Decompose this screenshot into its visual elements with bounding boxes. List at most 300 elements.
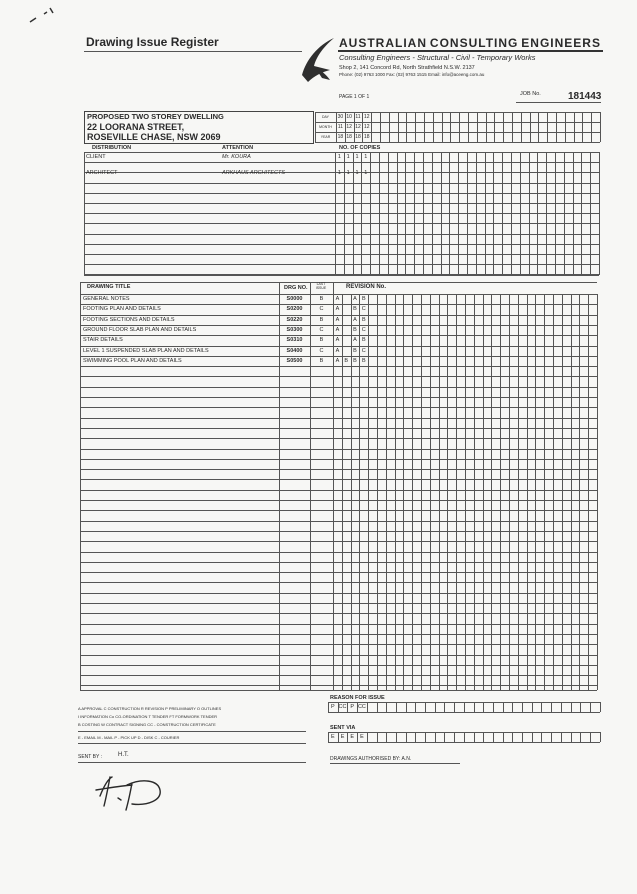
dist-col-rule (370, 152, 371, 275)
reason-grid-col (551, 702, 552, 712)
dist-col-rule (564, 152, 565, 275)
dist-col-rule (467, 152, 468, 275)
date-grid-vline (547, 112, 548, 142)
draw-rev-col-rule (368, 294, 369, 690)
draw-rev-col-rule (571, 294, 572, 690)
date-grid-vline (450, 112, 451, 142)
draw-rev-col-rule (342, 294, 343, 690)
draw-row-rule (80, 552, 597, 553)
dist-row-rule (84, 213, 599, 214)
drawing-number: S0000 (286, 296, 303, 302)
reason-grid-col (474, 702, 475, 712)
reason-grid-col (454, 702, 455, 712)
sent-via-label: SENT VIA (330, 725, 356, 731)
drawing-title: SWIMMING POOL PLAN AND DETAILS (83, 357, 182, 364)
draw-row-rule (80, 315, 597, 316)
dist-col-rule (379, 152, 380, 275)
dist-col-rule (441, 152, 442, 275)
draw-row-rule (80, 582, 597, 583)
reason-grid-col (571, 702, 572, 712)
sentvia-grid-col (503, 732, 504, 742)
date-year-cell: 18 (355, 134, 361, 140)
draw-row-rule (80, 572, 597, 573)
dist-row-rule (84, 274, 599, 275)
sentvia-grid-col (532, 732, 533, 742)
draw-rev-col-rule (553, 294, 554, 690)
project-line-2: 22 LOORANA STREET, (87, 122, 185, 132)
draw-row-rule (80, 500, 597, 501)
dist-copies-cell: 1 (364, 154, 368, 160)
drawing-revision-cell: A (335, 296, 340, 302)
draw-row-rule (80, 603, 597, 604)
draw-row-rule (80, 366, 597, 367)
copies-header: NO. OF COPIES (339, 145, 381, 151)
date-grid-hline (315, 122, 600, 123)
drawing-revision-cell: C (361, 326, 366, 333)
draw-col-rule (279, 282, 280, 690)
sentvia-grid-col (561, 732, 562, 742)
project-line-3: ROSEVILLE CHASE, NSW 2069 (87, 132, 221, 142)
date-grid-hline (315, 112, 600, 113)
sentvia-grid-col (464, 732, 465, 742)
draw-rev-col-rule (588, 294, 589, 690)
dist-col-rule (423, 152, 424, 275)
drawing-no-header: DRG NO. (284, 285, 308, 291)
draw-rev-col-rule (395, 294, 396, 690)
drawing-number: S0500 (286, 357, 303, 364)
dist-col-rule (537, 152, 538, 275)
reason-grid-col (415, 702, 416, 712)
sentvia-grid-col (444, 732, 445, 742)
draw-row-rule (80, 490, 597, 491)
dist-col-rule (476, 152, 477, 275)
date-grid-vline (442, 112, 443, 142)
sentvia-grid-col (435, 732, 436, 742)
draw-rev-col-rule (439, 294, 440, 690)
date-grid-vline (521, 112, 522, 142)
sent-by-label: SENT BY : (78, 754, 102, 760)
date-label-day: DAY (322, 115, 329, 119)
drawing-revision-cell: A (353, 296, 357, 302)
legend-line-2: I INFORMATION Co CO-ORDINATION T TENDER FT FORMWORK TENDER (78, 714, 218, 719)
draw-row-rule (80, 335, 597, 336)
date-grid-vline (477, 112, 478, 142)
sentvia-grid-col (512, 732, 513, 742)
dist-row-rule (84, 203, 599, 204)
drawing-revision-cell: A (335, 306, 340, 313)
sentvia-grid-col (454, 732, 455, 742)
date-grid-vline (556, 112, 557, 142)
reason-grid-col (590, 702, 591, 712)
drawing-title: LEVEL 1 SUSPENDED SLAB PLAN AND DETAILS (83, 347, 209, 354)
sentvia-grid-col (415, 732, 416, 742)
job-number: 181443 (568, 91, 602, 102)
date-grid-hline (315, 132, 600, 133)
date-year-cell: 18 (364, 134, 370, 140)
dist-col-rule (502, 152, 503, 275)
company-address: Shop 2, 141 Concord Rd, North Strathfield N.S.W. 2137 (339, 65, 475, 71)
draw-rev-col-rule (403, 294, 404, 690)
dist-row-rule (84, 244, 599, 245)
dist-col-rule (546, 152, 547, 275)
job-label: JOB No. (520, 91, 541, 97)
draw-head-rule (80, 294, 597, 295)
date-day-cell: 12 (364, 114, 370, 120)
drawing-revision-cell: B (344, 357, 349, 364)
company-name (339, 36, 601, 50)
date-grid-vline (494, 112, 495, 142)
date-day-cell: 11 (355, 114, 361, 120)
date-month-cell: 12 (346, 124, 352, 130)
reason-grid-cell: CC (357, 704, 366, 710)
date-grid-vline (538, 112, 539, 142)
sentvia-grid-col (386, 732, 387, 742)
draw-row-rule (80, 665, 597, 666)
title-underline (84, 51, 302, 52)
legend-rule-2 (78, 743, 306, 744)
draw-row-rule (80, 675, 597, 676)
reason-grid-cell: P (350, 704, 355, 710)
draw-rev-col-rule (421, 294, 422, 690)
drawing-revision-cell: A (353, 337, 357, 344)
dist-attention: Mr. KOURA (222, 154, 251, 160)
form-title: Drawing Issue Register (86, 35, 219, 49)
date-month-cell: 12 (355, 124, 361, 130)
drawing-title: GROUND FLOOR SLAB PLAN AND DETAILS (83, 326, 197, 333)
drawing-revision-cell: B (353, 326, 357, 333)
drawing-title-header: DRAWING TITLE (87, 284, 131, 290)
drawing-last-issue: B (319, 357, 324, 364)
draw-rev-col-rule (535, 294, 536, 690)
draw-row-rule (80, 613, 597, 614)
dist-attention: ARKHAUS ARCHITECTS (222, 170, 286, 177)
drawing-title: FOOTING PLAN AND DETAILS (83, 306, 161, 313)
drawing-revision-cell: B (361, 337, 366, 344)
draw-rev-col-rule (500, 294, 501, 690)
reason-grid-col (532, 702, 533, 712)
legend-line-3: B COSTING W CONTRACT SIGNING CC - CONSTRUCTION CERTIFICATE (78, 722, 216, 727)
date-grid-vline (398, 112, 399, 142)
date-year-cell: 18 (346, 134, 352, 140)
draw-rev-col-rule (509, 294, 510, 690)
dist-col-rule (449, 152, 450, 275)
dist-copies-cell: 1 (346, 154, 350, 160)
job-underline (516, 102, 601, 103)
sentvia-grid-cell: E (340, 734, 345, 740)
company-name-word-3: ENGINEERS (521, 36, 601, 50)
sentvia-grid-col (571, 732, 572, 742)
revision-header: REVISION No. (346, 284, 387, 290)
reason-grid-col (600, 702, 601, 712)
drawing-revision-cell: C (361, 347, 366, 354)
draw-row-rule (80, 624, 597, 625)
draw-rev-col-rule (333, 282, 334, 690)
date-grid-vline (486, 112, 487, 142)
reason-grid-cell: P (331, 704, 335, 710)
draw-rev-col-rule (412, 294, 413, 690)
company-contact: Phone: (02) 9763 1000 Fax: (02) 9763 1515 Email: info@aceeng.com.au (339, 72, 485, 77)
sentvia-grid-col (474, 732, 475, 742)
dist-col-rule (529, 152, 530, 275)
sentvia-grid-col (580, 732, 581, 742)
dist-row-rule (84, 183, 599, 184)
dist-name: CLIENT (86, 154, 106, 160)
draw-row-rule (80, 531, 597, 532)
dist-copies-cell: 1 (355, 170, 359, 177)
dist-copies-cell: 1 (355, 154, 359, 160)
page-current: 1 (353, 94, 357, 100)
draw-rev-col-rule (544, 294, 545, 690)
date-grid-vline (380, 112, 381, 142)
drawing-number: S0310 (286, 337, 303, 344)
draw-rev-col-rule (447, 294, 448, 690)
draw-row-rule (80, 655, 597, 656)
dist-col-rule (414, 152, 415, 275)
draw-row-rule (80, 593, 597, 594)
draw-row-rule (80, 469, 597, 470)
draw-rev-col-rule (562, 294, 563, 690)
sentvia-grid-col (367, 732, 368, 742)
date-grid-vline (600, 112, 601, 142)
draw-col-rule (310, 282, 311, 690)
dist-col-rule (581, 152, 582, 275)
reason-grid-cell: CC (338, 704, 347, 710)
drawing-revision-cell: A (335, 357, 340, 364)
date-day-cell: 30 (337, 114, 344, 120)
dist-row-rule (84, 162, 599, 163)
company-name-word-2: CONSULTING (429, 36, 519, 50)
drawing-revision-cell: B (353, 347, 357, 354)
reason-grid-col (493, 702, 494, 712)
reason-grid-col (580, 702, 581, 712)
page-label: PAGE (339, 94, 353, 100)
date-grid-vline (565, 112, 566, 142)
date-month-cell: 11 (337, 124, 343, 130)
draw-row-rule (80, 521, 597, 522)
reason-grid-col (406, 702, 407, 712)
reason-grid-col (444, 702, 445, 712)
company-rule (338, 50, 603, 52)
sent-by-rule (78, 762, 306, 763)
date-grid-vline (503, 112, 504, 142)
draw-row-rule (80, 387, 597, 388)
draw-top-rule (80, 282, 597, 283)
drawing-revision-cell: A (335, 326, 340, 333)
drawing-number: S0300 (286, 326, 303, 333)
draw-row-rule (80, 685, 597, 686)
draw-row-rule (80, 634, 597, 635)
dist-col-rule (555, 152, 556, 275)
page-total: 1 (366, 94, 370, 100)
draw-row-rule (80, 479, 597, 480)
reason-grid-col (435, 702, 436, 712)
sentvia-grid-col (425, 732, 426, 742)
dist-copies-cell: 1 (346, 170, 350, 177)
sentvia-grid-cell: E (360, 734, 364, 740)
drawing-revision-cell: A (335, 316, 340, 323)
draw-rev-col-rule (377, 294, 378, 690)
dist-row-rule (84, 264, 599, 265)
draw-row-rule (80, 449, 597, 450)
company-name-word-1: AUSTRALIAN (339, 36, 427, 50)
draw-row-rule (80, 325, 597, 326)
drawing-last-issue: C (319, 306, 324, 313)
reason-grid-col (503, 702, 504, 712)
draw-row-rule (80, 376, 597, 377)
drawing-title: FOOTING SECTIONS AND DETAILS (83, 316, 175, 323)
drawing-number: S0400 (286, 347, 303, 354)
dist-col-rule (432, 152, 433, 275)
dist-col-rule (573, 152, 574, 275)
reason-grid-col (483, 702, 484, 712)
draw-rev-col-rule (518, 294, 519, 690)
draw-rev-col-rule (491, 294, 492, 690)
reason-grid-col (541, 702, 542, 712)
draw-row-rule (80, 438, 597, 439)
sentvia-grid-col (522, 732, 523, 742)
drawing-last-issue: C (319, 347, 324, 354)
dist-copies-cell: 1 (337, 170, 341, 177)
draw-row-rule (80, 428, 597, 429)
drawing-number: S0200 (286, 306, 303, 313)
drawing-revision-cell: B (353, 357, 357, 364)
date-grid-vline (459, 112, 460, 142)
reason-grid-col (425, 702, 426, 712)
dist-copies-cell: 1 (337, 154, 341, 160)
date-grid-vline (512, 112, 513, 142)
reason-grid-col (512, 702, 513, 712)
reason-grid-bottom (328, 712, 600, 713)
date-grid-vline (389, 112, 390, 142)
sentvia-grid-col (541, 732, 542, 742)
drawing-last-issue: B (319, 316, 324, 323)
date-grid-vline (406, 112, 407, 142)
authorised-rule (330, 763, 460, 764)
date-label-year: YEAR (320, 135, 331, 139)
sentvia-grid-col (600, 732, 601, 742)
date-grid-vline (582, 112, 583, 142)
drawing-revision-cell: B (361, 316, 366, 323)
reason-grid-col (561, 702, 562, 712)
draw-row-rule (80, 356, 597, 357)
project-line-1: PROPOSED TWO STOREY DWELLING (87, 112, 224, 121)
sentvia-grid-col (396, 732, 397, 742)
draw-col-rule (80, 282, 81, 690)
sentvia-grid-col (590, 732, 591, 742)
dist-col-rule (405, 152, 406, 275)
dist-col-rule (388, 152, 389, 275)
sentvia-grid-cell: E (331, 734, 335, 740)
authorised-value: A.N. (401, 756, 412, 762)
drawing-title: STAIR DETAILS (83, 337, 123, 344)
dist-top-rule (84, 152, 599, 153)
dist-row-rule (84, 193, 599, 194)
draw-rev-col-rule (430, 294, 431, 690)
dist-col-rule (493, 152, 494, 275)
drawing-revision-cell: A (335, 337, 340, 344)
dist-col-rule (599, 152, 600, 275)
drawing-revision-cell: B (361, 296, 366, 302)
date-grid-hline (315, 142, 600, 143)
date-month-cell: 12 (364, 124, 370, 130)
page-indicator (339, 94, 369, 100)
draw-rev-col-rule (579, 294, 580, 690)
draw-row-rule (80, 562, 597, 563)
date-day-cell: 10 (346, 114, 352, 120)
dist-col-rule (590, 152, 591, 275)
dist-col-rule (485, 152, 486, 275)
reason-grid-col (396, 702, 397, 712)
drawing-number: S0220 (286, 316, 303, 323)
legend-line-4: E - EMAIL M - MAIL P - PICK UP D - DISK C - COURIER (78, 735, 180, 740)
distribution-header: DISTRIBUTION (92, 145, 132, 151)
reason-grid-col (386, 702, 387, 712)
drawing-last-issue: B (319, 296, 324, 302)
draw-rev-col-rule (465, 294, 466, 690)
dist-row-rule (84, 254, 599, 255)
draw-row-rule (80, 541, 597, 542)
draw-row-rule (80, 459, 597, 460)
date-grid-vline (433, 112, 434, 142)
sentvia-grid-bottom (328, 742, 600, 743)
draw-row-rule (80, 304, 597, 305)
reason-grid-col (367, 702, 368, 712)
date-grid-vline (530, 112, 531, 142)
dist-row-rule (84, 223, 599, 224)
draw-rev-col-rule (527, 294, 528, 690)
dist-col-rule (397, 152, 398, 275)
dist-col-rule (458, 152, 459, 275)
reason-grid-col (377, 702, 378, 712)
drawing-revision-cell: B (361, 357, 366, 364)
draw-row-rule (80, 397, 597, 398)
sent-by-value: H.T. (118, 752, 129, 758)
date-label-month: MONTH (319, 125, 332, 129)
sentvia-grid-cell: E (350, 734, 355, 740)
date-grid-vline (415, 112, 416, 142)
dist-copies-cell: 1 (364, 170, 368, 177)
date-grid-vline (591, 112, 592, 142)
drawing-revision-cell: A (335, 347, 340, 354)
page-of: OF (358, 94, 366, 100)
drawing-revision-cell: C (361, 306, 366, 313)
draw-row-rule (80, 407, 597, 408)
reason-label: REASON FOR ISSUE (330, 695, 385, 701)
dist-name: ARCHITECT (86, 170, 118, 177)
drawing-last-issue: B (319, 337, 324, 344)
sentvia-grid-col (483, 732, 484, 742)
draw-bottom-rule (80, 690, 597, 691)
date-grid-vline (371, 112, 372, 142)
draw-rev-col-rule (456, 294, 457, 690)
date-year-cell: 18 (337, 134, 344, 140)
draw-row-rule (80, 644, 597, 645)
last-issue-header: LAST ISSUE (315, 282, 327, 290)
reason-grid-col (522, 702, 523, 712)
reason-grid-col (464, 702, 465, 712)
legend-rule-1 (78, 731, 306, 732)
sentvia-grid-col (551, 732, 552, 742)
sentvia-grid-col (406, 732, 407, 742)
company-tagline: Consulting Engineers - Structural - Civil - Temporary Works (339, 53, 536, 62)
authorised-label (330, 756, 411, 762)
draw-rev-col-rule (483, 294, 484, 690)
draw-rev-col-rule (386, 294, 387, 690)
drawing-title: GENERAL NOTES (83, 296, 130, 302)
draw-row-rule (80, 346, 597, 347)
drawing-revision-cell: B (353, 306, 357, 313)
dist-col-rule (511, 152, 512, 275)
